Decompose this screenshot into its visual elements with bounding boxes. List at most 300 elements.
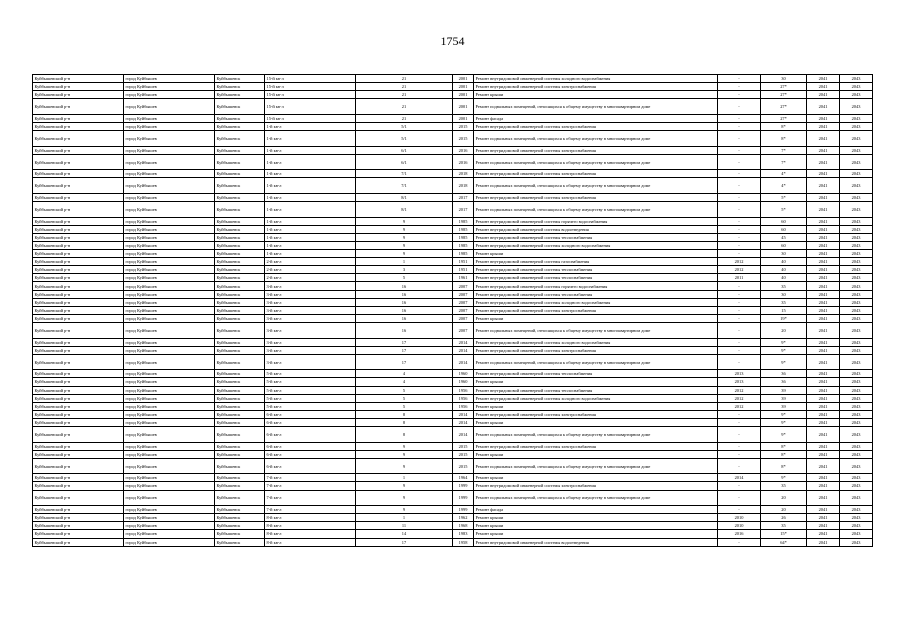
- house-number-cell: 17: [356, 354, 453, 370]
- last-repair-year-cell: -: [718, 242, 761, 250]
- last-repair-year-cell: 2012: [718, 394, 761, 402]
- wear-percent-cell: 9*: [761, 418, 807, 426]
- district-cell: Куйбышевский р-н: [33, 322, 124, 338]
- city-cell: город Куйбышев: [124, 410, 215, 418]
- district-cell: Куйбышевский р-н: [33, 338, 124, 346]
- last-repair-year-cell: -: [718, 282, 761, 290]
- plan-start-year-cell: 2041: [807, 233, 840, 241]
- table-row: [33, 338, 873, 346]
- street-cell: 1-й кв-л: [265, 202, 356, 218]
- last-repair-year-cell: -: [718, 322, 761, 338]
- settlement-cell: Куйбышевск: [215, 354, 265, 370]
- work-type-cell: Ремонт внутридомовой инженерной системы электроснабжения: [474, 194, 718, 202]
- plan-end-year-cell: 2043: [840, 282, 873, 290]
- build-year-cell: 1968: [453, 522, 474, 530]
- table-row: [33, 522, 873, 530]
- plan-end-year-cell: 2043: [840, 354, 873, 370]
- plan-end-year-cell: 2043: [840, 233, 873, 241]
- settlement-cell: Куйбышевск: [215, 522, 265, 530]
- work-type-cell: Ремонт крыши: [474, 250, 718, 258]
- settlement-cell: Куйбышевск: [215, 91, 265, 99]
- plan-end-year-cell: 2043: [840, 402, 873, 410]
- work-type-cell: Ремонт внутридомовой инженерной системы электроснабжения: [474, 306, 718, 314]
- wear-percent-cell: 27*: [761, 83, 807, 91]
- last-repair-year-cell: -: [718, 233, 761, 241]
- wear-percent-cell: 36: [761, 378, 807, 386]
- work-type-cell: Ремонт подвальных помещений, относящихся к общему имуществу в многоквартирном доме: [474, 131, 718, 147]
- street-cell: 2-й кв-л: [265, 274, 356, 282]
- wear-percent-cell: 27*: [761, 91, 807, 99]
- work-type-cell: Ремонт внутридомовой инженерной системы теплоснабжения: [474, 290, 718, 298]
- plan-start-year-cell: 2041: [807, 322, 840, 338]
- district-cell: Куйбышевский р-н: [33, 250, 124, 258]
- wear-percent-cell: 35: [761, 298, 807, 306]
- work-type-cell: Ремонт подвальных помещений, относящихся к общему имуществу в многоквартирном доме: [474, 490, 718, 506]
- work-type-cell: Ремонт крыши: [474, 450, 718, 458]
- city-cell: город Куйбышев: [124, 194, 215, 202]
- city-cell: город Куйбышев: [124, 402, 215, 410]
- street-cell: 1-й кв-л: [265, 122, 356, 130]
- plan-start-year-cell: 2041: [807, 538, 840, 546]
- house-number-cell: 21: [356, 75, 453, 83]
- work-type-cell: Ремонт внутридомовой инженерной системы теплоснабжения: [474, 266, 718, 274]
- district-cell: Куйбышевский р-н: [33, 242, 124, 250]
- build-year-cell: 1964: [453, 474, 474, 482]
- settlement-cell: Куйбышевск: [215, 202, 265, 218]
- plan-start-year-cell: 2041: [807, 490, 840, 506]
- work-type-cell: Ремонт внутридомовой инженерной системы электроснабжения: [474, 482, 718, 490]
- table-row: [33, 538, 873, 546]
- plan-start-year-cell: 2041: [807, 482, 840, 490]
- plan-start-year-cell: 2041: [807, 402, 840, 410]
- settlement-cell: Куйбышевск: [215, 170, 265, 178]
- city-cell: город Куйбышев: [124, 266, 215, 274]
- table-row: [33, 378, 873, 386]
- table-row: [33, 314, 873, 322]
- settlement-cell: Куйбышевск: [215, 386, 265, 394]
- wear-percent-cell: 60: [761, 225, 807, 233]
- wear-percent-cell: 9*: [761, 354, 807, 370]
- city-cell: город Куйбышев: [124, 258, 215, 266]
- wear-percent-cell: 5*: [761, 194, 807, 202]
- last-repair-year-cell: -: [718, 83, 761, 91]
- last-repair-year-cell: -: [718, 217, 761, 225]
- table-row: [33, 114, 873, 122]
- plan-end-year-cell: 2043: [840, 154, 873, 170]
- table-row: [33, 131, 873, 147]
- district-cell: Куйбышевский р-н: [33, 514, 124, 522]
- plan-start-year-cell: 2041: [807, 225, 840, 233]
- house-number-cell: 9: [356, 450, 453, 458]
- district-cell: Куйбышевский р-н: [33, 394, 124, 402]
- house-number-cell: 11: [356, 522, 453, 530]
- last-repair-year-cell: -: [718, 482, 761, 490]
- house-number-cell: 9: [356, 458, 453, 474]
- plan-start-year-cell: 2041: [807, 83, 840, 91]
- work-type-cell: Ремонт внутридомовой инженерной системы электроснабжения: [474, 170, 718, 178]
- build-year-cell: 2017: [453, 202, 474, 218]
- work-type-cell: Ремонт внутридомовой инженерной системы водоотведения: [474, 538, 718, 546]
- table-row: [33, 217, 873, 225]
- work-type-cell: Ремонт внутридомовой инженерной системы теплоснабжения: [474, 233, 718, 241]
- work-type-cell: Ремонт фасада: [474, 114, 718, 122]
- street-cell: 15-й кв-л: [265, 83, 356, 91]
- plan-start-year-cell: 2041: [807, 306, 840, 314]
- settlement-cell: Куйбышевск: [215, 75, 265, 83]
- district-cell: Куйбышевский р-н: [33, 346, 124, 354]
- city-cell: город Куйбышев: [124, 122, 215, 130]
- plan-end-year-cell: 2043: [840, 83, 873, 91]
- house-number-cell: 3: [356, 266, 453, 274]
- house-number-cell: 9: [356, 242, 453, 250]
- plan-end-year-cell: 2043: [840, 266, 873, 274]
- table-row: [33, 506, 873, 514]
- work-type-cell: Ремонт внутридомовой инженерной системы горячего водоснабжения: [474, 217, 718, 225]
- house-number-cell: 21: [356, 114, 453, 122]
- wear-percent-cell: 40: [761, 266, 807, 274]
- street-cell: 15-й кв-л: [265, 91, 356, 99]
- settlement-cell: Куйбышевск: [215, 225, 265, 233]
- street-cell: 3-й кв-л: [265, 306, 356, 314]
- last-repair-year-cell: -: [718, 538, 761, 546]
- wear-percent-cell: 19*: [761, 314, 807, 322]
- build-year-cell: 2014: [453, 418, 474, 426]
- settlement-cell: Куйбышевск: [215, 490, 265, 506]
- last-repair-year-cell: -: [718, 290, 761, 298]
- wear-percent-cell: 4*: [761, 178, 807, 194]
- street-cell: 1-й кв-л: [265, 242, 356, 250]
- build-year-cell: 1985: [453, 233, 474, 241]
- table-row: [33, 194, 873, 202]
- settlement-cell: Куйбышевск: [215, 154, 265, 170]
- table-row: [33, 394, 873, 402]
- district-cell: Куйбышевский р-н: [33, 298, 124, 306]
- build-year-cell: 2001: [453, 99, 474, 115]
- plan-end-year-cell: 2043: [840, 426, 873, 442]
- street-cell: 7-й кв-л: [265, 474, 356, 482]
- settlement-cell: Куйбышевск: [215, 370, 265, 378]
- street-cell: 6-й кв-л: [265, 418, 356, 426]
- plan-end-year-cell: 2043: [840, 225, 873, 233]
- plan-start-year-cell: 2041: [807, 99, 840, 115]
- build-year-cell: 2007: [453, 306, 474, 314]
- wear-percent-cell: 15*: [761, 530, 807, 538]
- wear-percent-cell: 7*: [761, 146, 807, 154]
- settlement-cell: Куйбышевск: [215, 274, 265, 282]
- wear-percent-cell: 39: [761, 402, 807, 410]
- plan-end-year-cell: 2043: [840, 298, 873, 306]
- table-row: [33, 122, 873, 130]
- settlement-cell: Куйбышевск: [215, 83, 265, 91]
- table-row: [33, 146, 873, 154]
- city-cell: город Куйбышев: [124, 225, 215, 233]
- district-cell: Куйбышевский р-н: [33, 370, 124, 378]
- last-repair-year-cell: 2012: [718, 266, 761, 274]
- city-cell: город Куйбышев: [124, 530, 215, 538]
- street-cell: 7-й кв-л: [265, 506, 356, 514]
- city-cell: город Куйбышев: [124, 442, 215, 450]
- build-year-cell: 2015: [453, 131, 474, 147]
- wear-percent-cell: 9*: [761, 410, 807, 418]
- last-repair-year-cell: -: [718, 506, 761, 514]
- settlement-cell: Куйбышевск: [215, 474, 265, 482]
- last-repair-year-cell: 2013: [718, 370, 761, 378]
- street-cell: 8-й кв-л: [265, 522, 356, 530]
- house-number-cell: 1: [356, 514, 453, 522]
- house-number-cell: 9: [356, 506, 453, 514]
- wear-percent-cell: 60: [761, 242, 807, 250]
- work-type-cell: Ремонт крыши: [474, 378, 718, 386]
- settlement-cell: Куйбышевск: [215, 266, 265, 274]
- work-type-cell: Ремонт внутридомовой инженерной системы горячего водоснабжения: [474, 282, 718, 290]
- house-number-cell: 17: [356, 338, 453, 346]
- house-number-cell: 5: [356, 386, 453, 394]
- build-year-cell: 1956: [453, 394, 474, 402]
- house-number-cell: 1: [356, 474, 453, 482]
- build-year-cell: 2016: [453, 146, 474, 154]
- plan-start-year-cell: 2041: [807, 346, 840, 354]
- house-number-cell: 9: [356, 490, 453, 506]
- table-body: [33, 75, 873, 547]
- city-cell: город Куйбышев: [124, 354, 215, 370]
- settlement-cell: Куйбышевск: [215, 506, 265, 514]
- build-year-cell: 2014: [453, 410, 474, 418]
- plan-start-year-cell: 2041: [807, 258, 840, 266]
- plan-start-year-cell: 2041: [807, 474, 840, 482]
- city-cell: город Куйбышев: [124, 217, 215, 225]
- work-type-cell: Ремонт крыши: [474, 522, 718, 530]
- settlement-cell: Куйбышевск: [215, 217, 265, 225]
- district-cell: Куйбышевский р-н: [33, 530, 124, 538]
- house-number-cell: 9: [356, 225, 453, 233]
- plan-start-year-cell: 2041: [807, 314, 840, 322]
- build-year-cell: 1983: [453, 530, 474, 538]
- work-type-cell: Ремонт внутридомовой инженерной системы холодного водоснабжения: [474, 242, 718, 250]
- last-repair-year-cell: -: [718, 114, 761, 122]
- plan-start-year-cell: 2041: [807, 514, 840, 522]
- build-year-cell: 2018: [453, 170, 474, 178]
- city-cell: город Куйбышев: [124, 282, 215, 290]
- settlement-cell: Куйбышевск: [215, 442, 265, 450]
- table-row: [33, 91, 873, 99]
- street-cell: 3-й кв-л: [265, 282, 356, 290]
- plan-end-year-cell: 2043: [840, 314, 873, 322]
- settlement-cell: Куйбышевск: [215, 378, 265, 386]
- street-cell: 5-й кв-л: [265, 394, 356, 402]
- plan-end-year-cell: 2043: [840, 378, 873, 386]
- wear-percent-cell: 39: [761, 386, 807, 394]
- plan-end-year-cell: 2043: [840, 450, 873, 458]
- last-repair-year-cell: -: [718, 99, 761, 115]
- plan-start-year-cell: 2041: [807, 170, 840, 178]
- plan-end-year-cell: 2043: [840, 522, 873, 530]
- wear-percent-cell: 9*: [761, 474, 807, 482]
- city-cell: город Куйбышев: [124, 378, 215, 386]
- house-number-cell: 9: [356, 233, 453, 241]
- plan-end-year-cell: 2043: [840, 418, 873, 426]
- plan-start-year-cell: 2041: [807, 450, 840, 458]
- house-number-cell: 5/1: [356, 131, 453, 147]
- settlement-cell: Куйбышевск: [215, 178, 265, 194]
- build-year-cell: 2007: [453, 298, 474, 306]
- settlement-cell: Куйбышевск: [215, 458, 265, 474]
- work-type-cell: Ремонт крыши: [474, 402, 718, 410]
- work-type-cell: Ремонт крыши: [474, 514, 718, 522]
- district-cell: Куйбышевский р-н: [33, 99, 124, 115]
- work-type-cell: Ремонт подвальных помещений, относящихся к общему имуществу в многоквартирном доме: [474, 154, 718, 170]
- plan-end-year-cell: 2043: [840, 290, 873, 298]
- plan-start-year-cell: 2041: [807, 418, 840, 426]
- table-row: [33, 282, 873, 290]
- table-row: [33, 170, 873, 178]
- last-repair-year-cell: -: [718, 426, 761, 442]
- plan-end-year-cell: 2043: [840, 458, 873, 474]
- district-cell: Куйбышевский р-н: [33, 314, 124, 322]
- district-cell: Куйбышевский р-н: [33, 146, 124, 154]
- district-cell: Куйбышевский р-н: [33, 83, 124, 91]
- city-cell: город Куйбышев: [124, 202, 215, 218]
- house-number-cell: 4: [356, 370, 453, 378]
- work-type-cell: Ремонт внутридомовой инженерной системы холодного водоснабжения: [474, 298, 718, 306]
- settlement-cell: Куйбышевск: [215, 394, 265, 402]
- house-number-cell: 21: [356, 99, 453, 115]
- plan-start-year-cell: 2041: [807, 442, 840, 450]
- work-type-cell: Ремонт подвальных помещений, относящихся к общему имуществу в многоквартирном доме: [474, 99, 718, 115]
- plan-start-year-cell: 2041: [807, 530, 840, 538]
- last-repair-year-cell: 2012: [718, 258, 761, 266]
- district-cell: Куйбышевский р-н: [33, 258, 124, 266]
- plan-end-year-cell: 2043: [840, 474, 873, 482]
- work-type-cell: Ремонт крыши: [474, 530, 718, 538]
- last-repair-year-cell: -: [718, 91, 761, 99]
- settlement-cell: Куйбышевск: [215, 450, 265, 458]
- house-number-cell: 7/1: [356, 170, 453, 178]
- work-type-cell: Ремонт крыши: [474, 474, 718, 482]
- district-cell: Куйбышевский р-н: [33, 290, 124, 298]
- work-type-cell: Ремонт подвальных помещений, относящихся к общему имуществу в многоквартирном доме: [474, 178, 718, 194]
- work-type-cell: Ремонт внутридомовой инженерной системы теплоснабжения: [474, 274, 718, 282]
- plan-end-year-cell: 2043: [840, 99, 873, 115]
- wear-percent-cell: 35: [761, 282, 807, 290]
- plan-start-year-cell: 2041: [807, 266, 840, 274]
- district-cell: Куйбышевский р-н: [33, 442, 124, 450]
- settlement-cell: Куйбышевск: [215, 114, 265, 122]
- house-number-cell: 8: [356, 418, 453, 426]
- settlement-cell: Куйбышевск: [215, 410, 265, 418]
- street-cell: 5-й кв-л: [265, 386, 356, 394]
- last-repair-year-cell: -: [718, 346, 761, 354]
- wear-percent-cell: 40: [761, 258, 807, 266]
- build-year-cell: 2014: [453, 426, 474, 442]
- wear-percent-cell: 9*: [761, 346, 807, 354]
- plan-start-year-cell: 2041: [807, 178, 840, 194]
- street-cell: 15-й кв-л: [265, 99, 356, 115]
- last-repair-year-cell: -: [718, 442, 761, 450]
- plan-end-year-cell: 2043: [840, 514, 873, 522]
- wear-percent-cell: 27*: [761, 99, 807, 115]
- table-row: [33, 202, 873, 218]
- city-cell: город Куйбышев: [124, 170, 215, 178]
- table-row: [33, 402, 873, 410]
- build-year-cell: 2015: [453, 442, 474, 450]
- city-cell: город Куйбышев: [124, 426, 215, 442]
- last-repair-year-cell: -: [718, 298, 761, 306]
- plan-start-year-cell: 2041: [807, 298, 840, 306]
- plan-end-year-cell: 2043: [840, 482, 873, 490]
- table-row: [33, 298, 873, 306]
- plan-start-year-cell: 2041: [807, 506, 840, 514]
- work-type-cell: Ремонт внутридомовой инженерной системы холодного водоснабжения: [474, 75, 718, 83]
- table-row: [33, 346, 873, 354]
- last-repair-year-cell: 2010: [718, 514, 761, 522]
- build-year-cell: 1962: [453, 514, 474, 522]
- plan-start-year-cell: 2041: [807, 458, 840, 474]
- build-year-cell: 1985: [453, 217, 474, 225]
- plan-start-year-cell: 2041: [807, 250, 840, 258]
- build-year-cell: 1985: [453, 242, 474, 250]
- last-repair-year-cell: 2013: [718, 378, 761, 386]
- table-row: [33, 474, 873, 482]
- plan-end-year-cell: 2043: [840, 410, 873, 418]
- settlement-cell: Куйбышевск: [215, 314, 265, 322]
- settlement-cell: Куйбышевск: [215, 242, 265, 250]
- house-number-cell: 5/1: [356, 122, 453, 130]
- work-type-cell: Ремонт крыши: [474, 314, 718, 322]
- wear-percent-cell: 8*: [761, 131, 807, 147]
- work-type-cell: Ремонт внутридомовой инженерной системы электроснабжения: [474, 83, 718, 91]
- plan-start-year-cell: 2041: [807, 386, 840, 394]
- house-number-cell: 8/1: [356, 202, 453, 218]
- street-cell: 15-й кв-л: [265, 75, 356, 83]
- city-cell: город Куйбышев: [124, 538, 215, 546]
- plan-end-year-cell: 2043: [840, 322, 873, 338]
- last-repair-year-cell: -: [718, 131, 761, 147]
- house-number-cell: 6/1: [356, 146, 453, 154]
- work-type-cell: Ремонт внутридомовой инженерной системы холодного водоснабжения: [474, 338, 718, 346]
- plan-end-year-cell: 2043: [840, 178, 873, 194]
- plan-start-year-cell: 2041: [807, 426, 840, 442]
- house-number-cell: 16: [356, 322, 453, 338]
- street-cell: 1-й кв-л: [265, 194, 356, 202]
- house-number-cell: 5: [356, 274, 453, 282]
- street-cell: 1-й кв-л: [265, 146, 356, 154]
- city-cell: город Куйбышев: [124, 514, 215, 522]
- table-row: [33, 178, 873, 194]
- settlement-cell: Куйбышевск: [215, 338, 265, 346]
- plan-end-year-cell: 2043: [840, 370, 873, 378]
- city-cell: город Куйбышев: [124, 370, 215, 378]
- table-row: [33, 233, 873, 241]
- settlement-cell: Куйбышевск: [215, 298, 265, 306]
- wear-percent-cell: 39: [761, 394, 807, 402]
- last-repair-year-cell: -: [718, 354, 761, 370]
- work-type-cell: Ремонт подвальных помещений, относящихся к общему имуществу в многоквартирном доме: [474, 426, 718, 442]
- house-number-cell: 17: [356, 538, 453, 546]
- house-number-cell: 9: [356, 442, 453, 450]
- plan-start-year-cell: 2041: [807, 378, 840, 386]
- table-row: [33, 250, 873, 258]
- street-cell: 3-й кв-л: [265, 354, 356, 370]
- last-repair-year-cell: -: [718, 178, 761, 194]
- last-repair-year-cell: -: [718, 458, 761, 474]
- city-cell: город Куйбышев: [124, 290, 215, 298]
- work-type-cell: Ремонт внутридомовой инженерной системы электроснабжения: [474, 410, 718, 418]
- build-year-cell: 2007: [453, 282, 474, 290]
- plan-start-year-cell: 2041: [807, 202, 840, 218]
- work-type-cell: Ремонт внутридомовой инженерной системы газоснабжения: [474, 258, 718, 266]
- table-row: [33, 274, 873, 282]
- plan-start-year-cell: 2041: [807, 354, 840, 370]
